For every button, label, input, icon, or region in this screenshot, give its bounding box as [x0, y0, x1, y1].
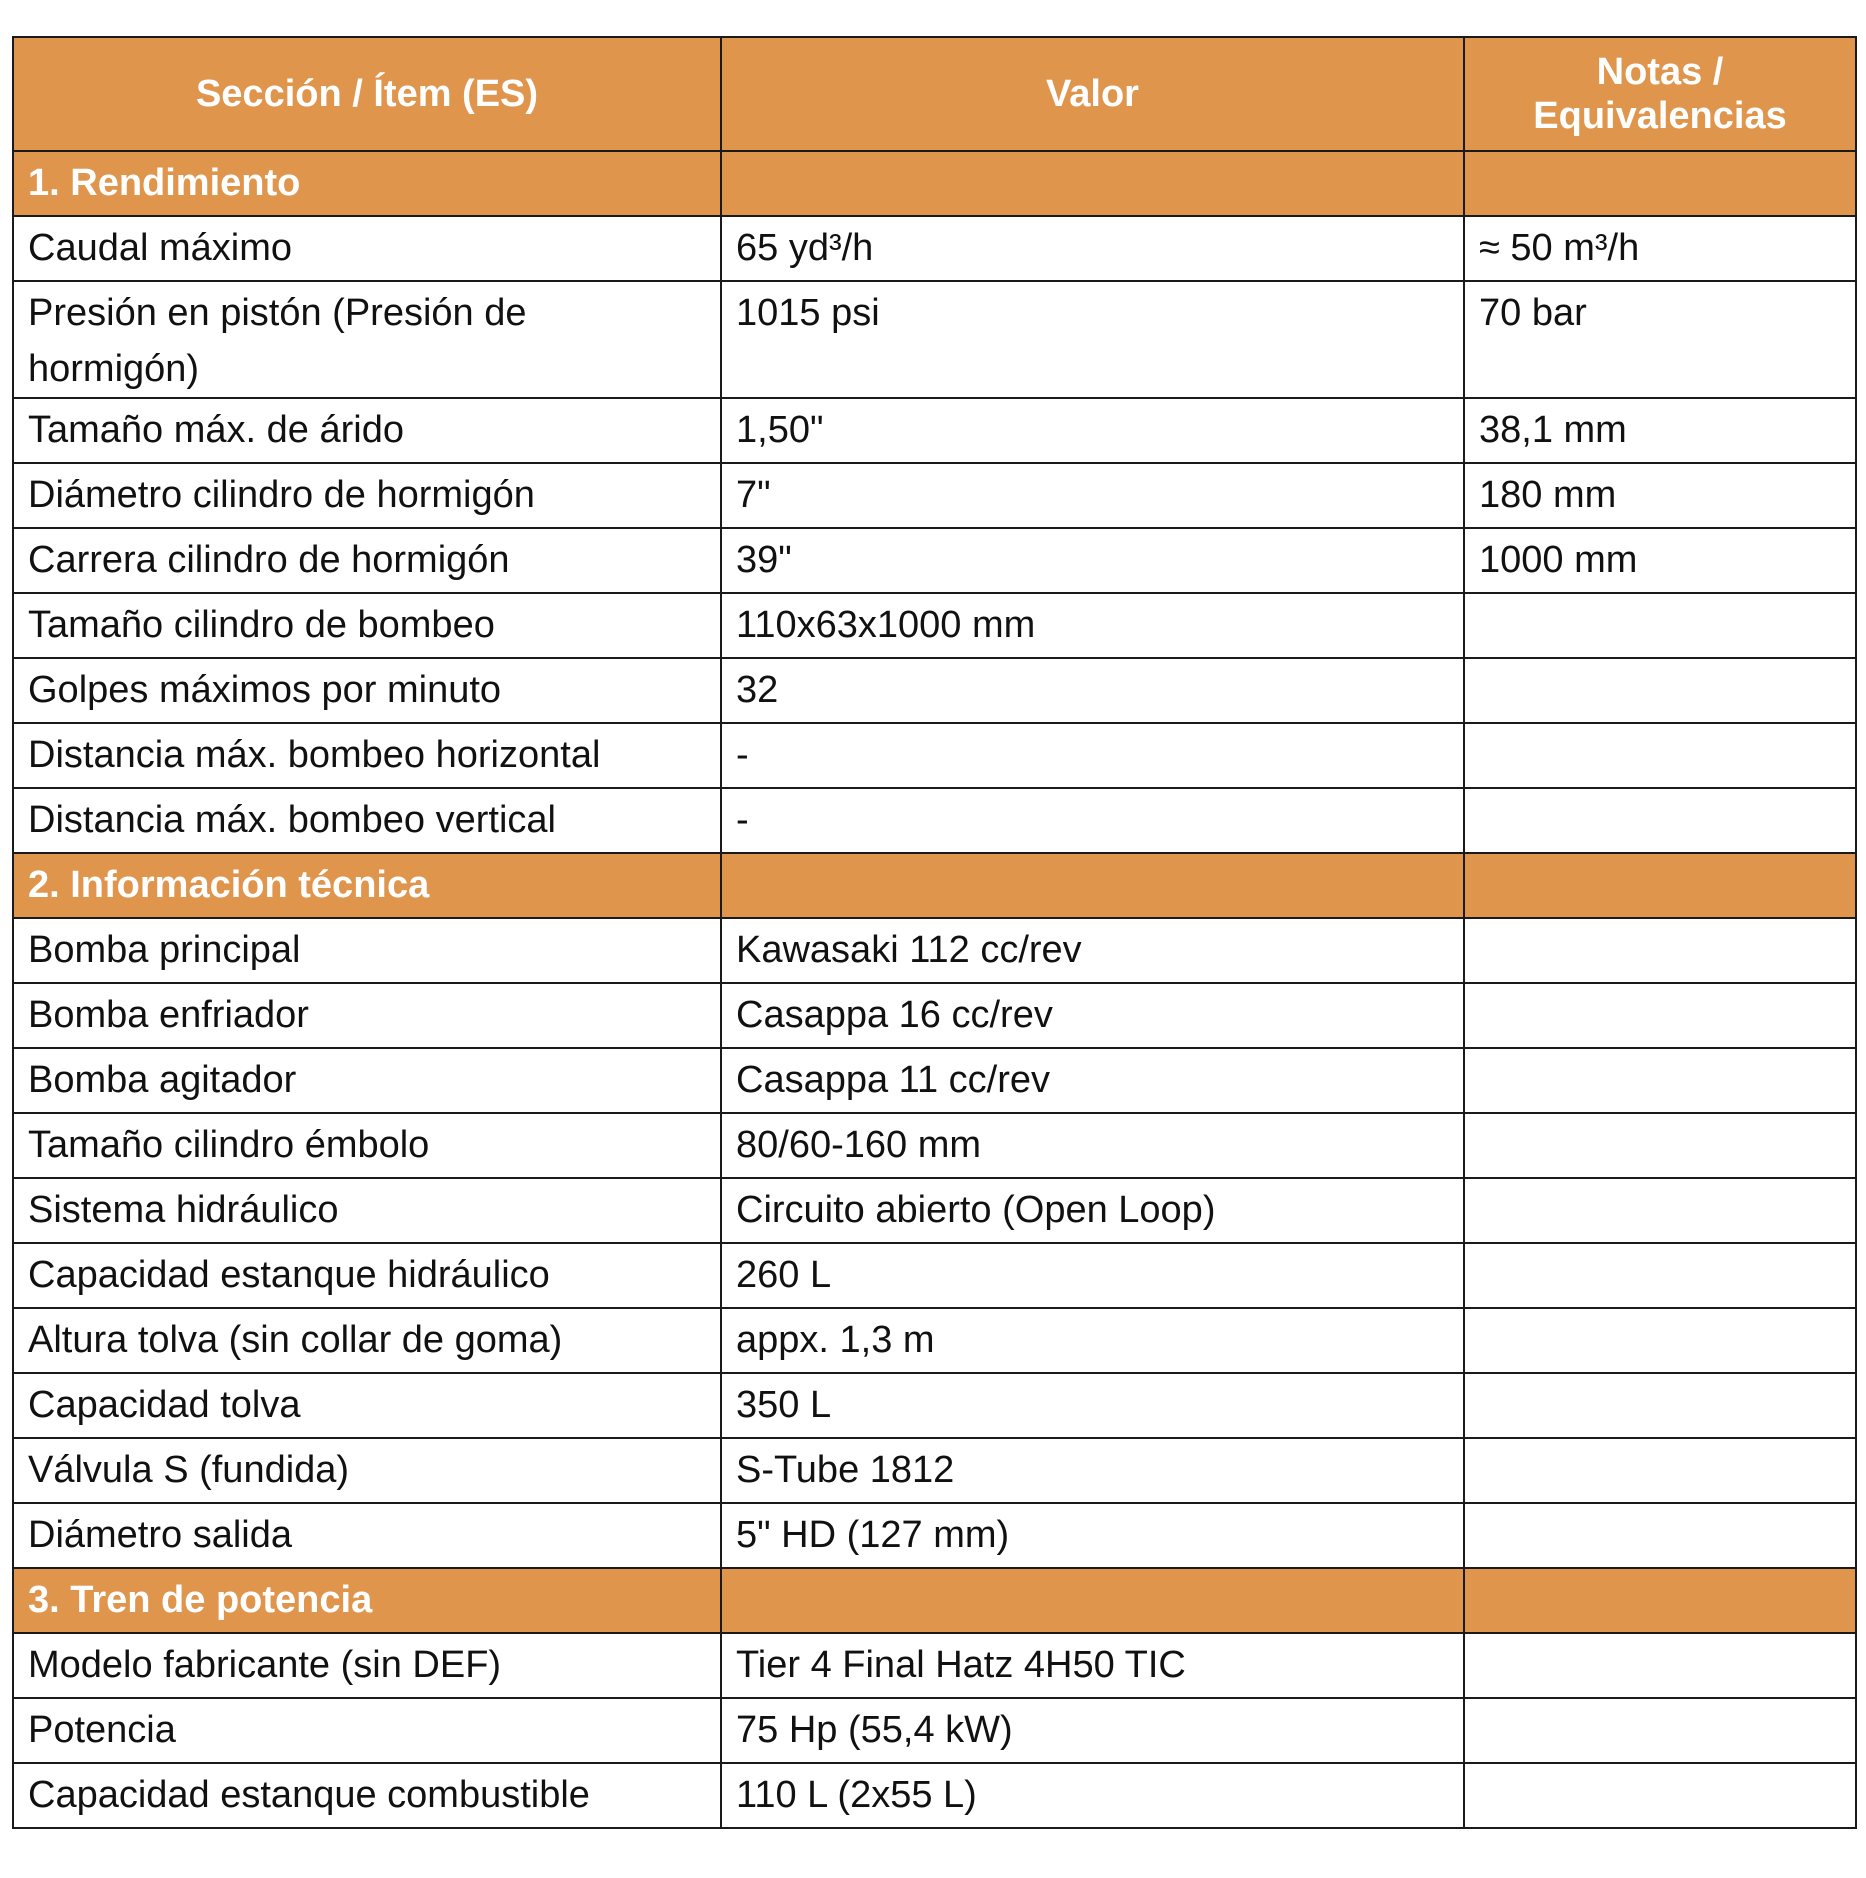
row-note	[1464, 1763, 1856, 1828]
header-item: Sección / Ítem (ES)	[13, 37, 721, 151]
section-spacer	[721, 853, 1464, 918]
table-row	[13, 658, 1856, 723]
spec-table	[12, 36, 1857, 1829]
header-value: Valor	[721, 37, 1464, 151]
table-row	[13, 983, 1856, 1048]
row-note	[1464, 723, 1856, 788]
row-note	[1464, 918, 1856, 983]
row-item: Carrera cilindro de hormigón	[13, 528, 721, 593]
table-row	[13, 463, 1856, 528]
row-note	[1464, 1308, 1856, 1373]
row-value: 80/60-160 mm	[721, 1113, 1464, 1178]
row-value: -	[721, 723, 1464, 788]
spec-sheet	[12, 36, 1855, 1829]
table-row	[13, 216, 1856, 281]
row-value: 260 L	[721, 1243, 1464, 1308]
row-note	[1464, 1048, 1856, 1113]
section-title: 1. Rendimiento	[13, 151, 721, 216]
row-value: Casappa 16 cc/rev	[721, 983, 1464, 1048]
table-row	[13, 398, 1856, 463]
row-note	[1464, 1633, 1856, 1698]
row-value: 110x63x1000 mm	[721, 593, 1464, 658]
table-row	[13, 1373, 1856, 1438]
row-value: 65 yd³/h	[721, 216, 1464, 281]
row-item: Potencia	[13, 1698, 721, 1763]
section-spacer	[1464, 853, 1856, 918]
row-item: Distancia máx. bombeo horizontal	[13, 723, 721, 788]
table-row	[13, 1438, 1856, 1503]
table-row	[13, 1633, 1856, 1698]
row-item: Sistema hidráulico	[13, 1178, 721, 1243]
row-note: 70 bar	[1464, 281, 1856, 398]
row-note	[1464, 1178, 1856, 1243]
row-item: Capacidad tolva	[13, 1373, 721, 1438]
table-row	[13, 1113, 1856, 1178]
row-item: Golpes máximos por minuto	[13, 658, 721, 723]
section-row-informacion-tecnica	[13, 853, 1856, 918]
row-note: 180 mm	[1464, 463, 1856, 528]
row-value: 75 Hp (55,4 kW)	[721, 1698, 1464, 1763]
row-item: Tamaño cilindro émbolo	[13, 1113, 721, 1178]
row-note: ≈ 50 m³/h	[1464, 216, 1856, 281]
row-value: 110 L (2x55 L)	[721, 1763, 1464, 1828]
table-row	[13, 1763, 1856, 1828]
row-value: S-Tube 1812	[721, 1438, 1464, 1503]
section-row-tren-de-potencia	[13, 1568, 1856, 1633]
row-value: 7"	[721, 463, 1464, 528]
table-row	[13, 1178, 1856, 1243]
row-note	[1464, 1373, 1856, 1438]
section-spacer	[721, 1568, 1464, 1633]
row-note	[1464, 658, 1856, 723]
row-value: Tier 4 Final Hatz 4H50 TIC	[721, 1633, 1464, 1698]
row-value: appx. 1,3 m	[721, 1308, 1464, 1373]
row-note	[1464, 1243, 1856, 1308]
row-value: 32	[721, 658, 1464, 723]
row-item: Válvula S (fundida)	[13, 1438, 721, 1503]
table-row	[13, 1308, 1856, 1373]
table-row	[13, 788, 1856, 853]
row-item: Modelo fabricante (sin DEF)	[13, 1633, 721, 1698]
table-row	[13, 1698, 1856, 1763]
row-value: 39"	[721, 528, 1464, 593]
row-value: 1015 psi	[721, 281, 1464, 398]
row-item: Distancia máx. bombeo vertical	[13, 788, 721, 853]
table-row	[13, 918, 1856, 983]
row-value: Casappa 11 cc/rev	[721, 1048, 1464, 1113]
header-row	[13, 37, 1856, 151]
section-row-rendimiento	[13, 151, 1856, 216]
row-value: 350 L	[721, 1373, 1464, 1438]
table-row	[13, 1048, 1856, 1113]
row-note	[1464, 983, 1856, 1048]
row-item: Tamaño cilindro de bombeo	[13, 593, 721, 658]
row-value: 1,50"	[721, 398, 1464, 463]
row-note	[1464, 1698, 1856, 1763]
table-row	[13, 1243, 1856, 1308]
row-value: -	[721, 788, 1464, 853]
row-item: Bomba principal	[13, 918, 721, 983]
row-note	[1464, 1438, 1856, 1503]
row-note	[1464, 788, 1856, 853]
table-row	[13, 1503, 1856, 1568]
table-row	[13, 723, 1856, 788]
section-spacer	[1464, 151, 1856, 216]
row-item: Altura tolva (sin collar de goma)	[13, 1308, 721, 1373]
section-title: 2. Información técnica	[13, 853, 721, 918]
row-item: Diámetro salida	[13, 1503, 721, 1568]
header-notes: Notas / Equivalencias	[1464, 37, 1856, 151]
row-item: Caudal máximo	[13, 216, 721, 281]
row-item: Bomba enfriador	[13, 983, 721, 1048]
table-row	[13, 593, 1856, 658]
table-row	[13, 528, 1856, 593]
row-item: Capacidad estanque hidráulico	[13, 1243, 721, 1308]
row-note: 1000 mm	[1464, 528, 1856, 593]
row-item: Tamaño máx. de árido	[13, 398, 721, 463]
section-title: 3. Tren de potencia	[13, 1568, 721, 1633]
section-spacer	[721, 151, 1464, 216]
section-spacer	[1464, 1568, 1856, 1633]
table-row	[13, 281, 1856, 398]
row-note	[1464, 1503, 1856, 1568]
row-note	[1464, 593, 1856, 658]
row-item: Bomba agitador	[13, 1048, 721, 1113]
row-item: Diámetro cilindro de hormigón	[13, 463, 721, 528]
row-note	[1464, 1113, 1856, 1178]
row-value: Circuito abierto (Open Loop)	[721, 1178, 1464, 1243]
row-note: 38,1 mm	[1464, 398, 1856, 463]
row-item: Presión en pistón (Presión de hormigón)	[13, 281, 721, 398]
row-item: Capacidad estanque combustible	[13, 1763, 721, 1828]
row-value: Kawasaki 112 cc/rev	[721, 918, 1464, 983]
row-value: 5" HD (127 mm)	[721, 1503, 1464, 1568]
